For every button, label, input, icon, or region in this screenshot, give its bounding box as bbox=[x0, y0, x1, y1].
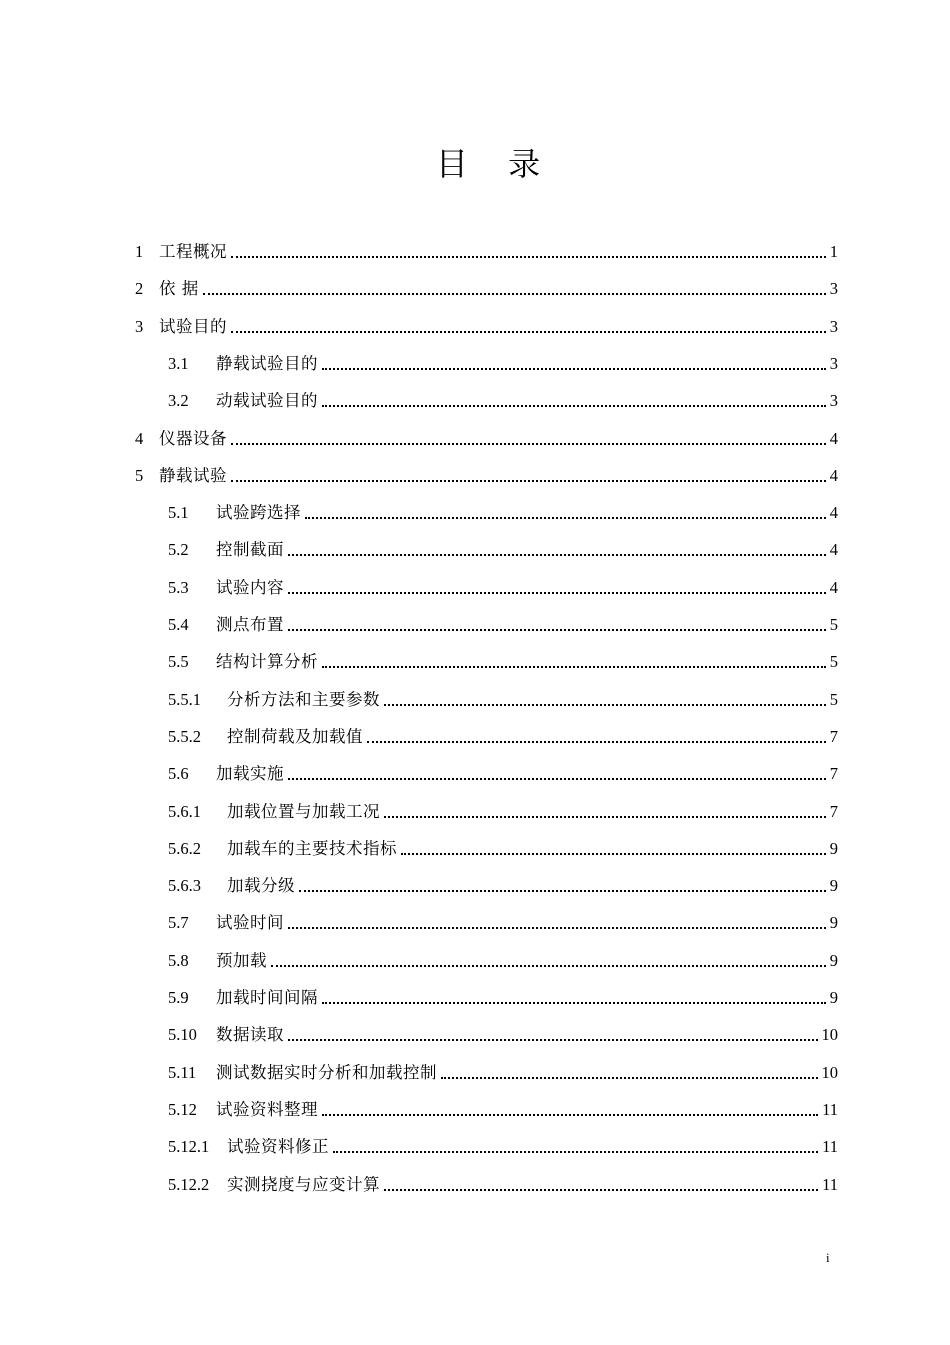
toc-entry-title: 依 据 bbox=[159, 279, 199, 299]
toc-dot-leader bbox=[288, 628, 826, 631]
toc-entry-page: 11 bbox=[822, 1174, 838, 1194]
toc-entry-number: 5.4 bbox=[168, 615, 189, 634]
toc-entry-number: 5.1 bbox=[168, 503, 189, 523]
toc-dot-leader bbox=[384, 815, 826, 818]
toc-entry-title: 加载实施 bbox=[216, 764, 284, 784]
toc-entry-title: 数据读取 bbox=[216, 1025, 284, 1045]
toc-entry-number: 5.5.2 bbox=[168, 726, 201, 746]
toc-entry-page: 1 bbox=[829, 242, 838, 261]
toc-entry-title: 试验跨选择 bbox=[216, 503, 301, 523]
toc-entry-page: 9 bbox=[829, 876, 838, 896]
toc-entry[interactable] bbox=[135, 420, 838, 450]
toc-entry-number: 5.6.1 bbox=[168, 801, 201, 821]
toc-entry[interactable] bbox=[168, 979, 838, 1009]
toc-entry[interactable] bbox=[168, 1054, 838, 1084]
toc-dot-leader bbox=[288, 926, 826, 929]
toc-entry-page: 9 bbox=[829, 913, 838, 933]
toc-dot-leader bbox=[288, 553, 826, 556]
toc-dot-leader bbox=[367, 740, 826, 743]
toc-entry-number: 5.9 bbox=[168, 988, 189, 1007]
toc-entry-page: 4 bbox=[829, 540, 838, 560]
toc-entry[interactable] bbox=[135, 457, 838, 487]
toc-entry[interactable] bbox=[168, 1166, 838, 1196]
toc-entry-title: 测点布置 bbox=[216, 615, 284, 634]
toc-entry-number: 5.3 bbox=[168, 577, 189, 597]
toc-entry[interactable] bbox=[168, 643, 838, 673]
toc-dot-leader bbox=[231, 442, 826, 445]
toc-dot-leader bbox=[288, 591, 826, 594]
toc-entry-page: 7 bbox=[829, 801, 838, 821]
toc-entry[interactable] bbox=[135, 233, 838, 263]
toc-entry-page: 9 bbox=[829, 838, 838, 858]
toc-entry-page: 7 bbox=[829, 726, 838, 746]
toc-entry-page: 11 bbox=[822, 1099, 838, 1119]
toc-entry-title: 试验资料修正 bbox=[227, 1137, 329, 1157]
toc-entry-title: 试验时间 bbox=[216, 913, 284, 933]
toc-entry-page: 4 bbox=[829, 465, 838, 485]
toc-entry-number: 5.6.2 bbox=[168, 838, 201, 858]
toc-entry-number: 5.6 bbox=[168, 764, 189, 784]
toc-entry[interactable] bbox=[168, 904, 838, 934]
toc-dot-leader bbox=[231, 479, 826, 482]
toc-entry-title: 控制荷载及加载值 bbox=[227, 726, 363, 746]
toc-entry[interactable] bbox=[168, 1091, 838, 1121]
toc-dot-leader bbox=[322, 1001, 826, 1004]
toc-entry-page: 5 bbox=[829, 615, 838, 634]
toc-entry-number: 1 bbox=[135, 242, 144, 261]
toc-dot-leader bbox=[333, 1150, 818, 1153]
toc-entry-number: 5 bbox=[135, 465, 144, 485]
toc-entry[interactable] bbox=[168, 867, 838, 897]
toc-entry-number: 4 bbox=[135, 428, 144, 448]
toc-entry[interactable] bbox=[135, 308, 838, 338]
toc-entry-title: 加载分级 bbox=[227, 876, 295, 896]
toc-dot-leader bbox=[384, 703, 826, 706]
toc-entry[interactable] bbox=[135, 270, 838, 300]
toc-entry-number: 5.10 bbox=[168, 1025, 197, 1045]
toc-dot-leader bbox=[305, 516, 826, 519]
page-title: 目 录 bbox=[435, 145, 541, 183]
toc-dot-leader bbox=[203, 292, 826, 295]
toc-entry-number: 5.6.3 bbox=[168, 876, 201, 896]
toc-entry-number: 5.5 bbox=[168, 652, 189, 672]
toc-entry-number: 5.7 bbox=[168, 913, 189, 933]
toc-entry[interactable] bbox=[168, 345, 838, 375]
toc-dot-leader bbox=[322, 404, 826, 407]
toc-dot-leader bbox=[322, 1113, 818, 1116]
page-number: i bbox=[826, 1250, 830, 1265]
toc-entry-page: 4 bbox=[829, 428, 838, 448]
toc-entry-number: 5.12.1 bbox=[168, 1137, 210, 1157]
toc-entry-title: 结构计算分析 bbox=[216, 652, 318, 672]
toc-dot-leader bbox=[271, 964, 826, 967]
toc-entry-title: 动载试验目的 bbox=[216, 391, 318, 411]
toc-entry-page: 3 bbox=[829, 353, 838, 373]
toc-entry-title: 试验资料整理 bbox=[216, 1099, 318, 1119]
toc-entry-number: 5.8 bbox=[168, 950, 189, 970]
toc-entry-page: 4 bbox=[829, 503, 838, 523]
toc-entry[interactable] bbox=[168, 718, 838, 748]
toc-entry-page: 4 bbox=[829, 577, 838, 597]
toc-entry[interactable] bbox=[168, 793, 838, 823]
toc-dot-leader bbox=[441, 1076, 818, 1079]
toc-entry-page: 3 bbox=[829, 391, 838, 411]
toc-entry-page: 3 bbox=[829, 316, 838, 336]
toc-entry-title: 试验内容 bbox=[216, 577, 284, 597]
toc-entry-title: 试验目的 bbox=[159, 316, 227, 336]
toc-entry[interactable] bbox=[168, 755, 838, 785]
toc-entry-page: 5 bbox=[829, 652, 838, 672]
toc-dot-leader bbox=[288, 777, 826, 780]
toc-entry-title: 加载位置与加载工况 bbox=[227, 801, 380, 821]
toc-dot-leader bbox=[288, 1038, 818, 1041]
toc-entry-title: 仪器设备 bbox=[159, 428, 227, 448]
toc-entry-title: 预加载 bbox=[216, 950, 267, 970]
toc-entry-title: 工程概况 bbox=[159, 242, 227, 261]
toc-dot-leader bbox=[322, 367, 826, 370]
toc-entry-page: 9 bbox=[829, 988, 838, 1007]
toc-entry-title: 静载试验目的 bbox=[216, 353, 318, 373]
toc-dot-leader bbox=[231, 255, 826, 258]
toc-dot-leader bbox=[384, 1188, 818, 1191]
toc-entry-page: 9 bbox=[829, 950, 838, 970]
toc-entry-number: 5.12.2 bbox=[168, 1174, 210, 1194]
toc-entry-title: 静载试验 bbox=[159, 465, 227, 485]
toc-dot-leader bbox=[322, 665, 826, 668]
toc-entry[interactable] bbox=[168, 1016, 838, 1046]
toc-entry-page: 5 bbox=[829, 689, 838, 709]
toc-entry[interactable] bbox=[168, 382, 838, 412]
toc-entry-title: 加载时间间隔 bbox=[216, 988, 318, 1007]
toc-entry-title: 控制截面 bbox=[216, 540, 284, 560]
toc-entry-page: 10 bbox=[821, 1062, 838, 1082]
toc-dot-leader bbox=[231, 330, 826, 333]
toc-dot-leader bbox=[299, 889, 826, 892]
toc-entry-page: 3 bbox=[829, 279, 838, 299]
toc-entry[interactable] bbox=[168, 531, 838, 561]
toc-entry-page: 10 bbox=[821, 1025, 838, 1045]
toc-entry-number: 3.2 bbox=[168, 391, 189, 411]
toc-entry[interactable] bbox=[168, 569, 838, 599]
toc-entry-number: 5.11 bbox=[168, 1062, 197, 1082]
toc-entry-title: 测试数据实时分析和加载控制 bbox=[216, 1062, 437, 1082]
toc-entry[interactable] bbox=[168, 606, 838, 636]
toc-dot-leader bbox=[401, 852, 826, 855]
toc-entry-title: 分析方法和主要参数 bbox=[227, 689, 380, 709]
toc-entry[interactable] bbox=[168, 494, 838, 524]
toc-entry[interactable] bbox=[168, 1128, 838, 1158]
toc-entry-page: 7 bbox=[829, 764, 838, 784]
toc-entry-title: 加载车的主要技术指标 bbox=[227, 838, 397, 858]
toc-entry-page: 11 bbox=[822, 1137, 838, 1157]
toc-entry-number: 5.2 bbox=[168, 540, 189, 560]
toc-entry-number: 5.5.1 bbox=[168, 689, 201, 709]
toc-entry-title: 实测挠度与应变计算 bbox=[227, 1174, 380, 1194]
toc-entry-number: 5.12 bbox=[168, 1099, 197, 1119]
toc-entry[interactable] bbox=[168, 942, 838, 972]
toc-entry[interactable] bbox=[168, 830, 838, 860]
toc-entry[interactable] bbox=[168, 681, 838, 711]
toc-entry-number: 3.1 bbox=[168, 353, 189, 373]
toc-entry-number: 3 bbox=[135, 316, 144, 336]
toc-entry-number: 2 bbox=[135, 279, 144, 299]
